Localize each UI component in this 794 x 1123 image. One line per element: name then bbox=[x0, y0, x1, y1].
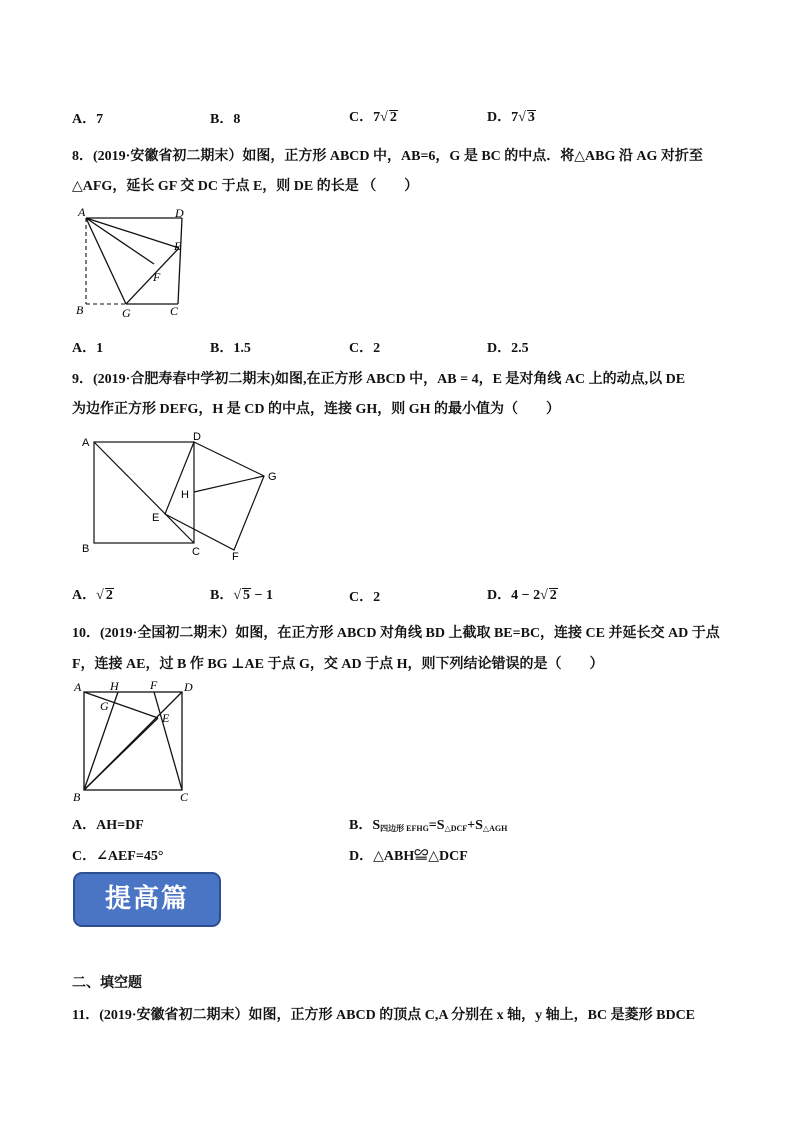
q10-label-e: E bbox=[162, 711, 170, 725]
q9-option-a: A．√ 2 bbox=[72, 588, 113, 603]
q8-label-g: G bbox=[122, 306, 131, 320]
sqrt-symbol: √ bbox=[96, 588, 104, 603]
q10-stem-line1: 10．(2019·全国初二期末）如图，在正方形 ABCD 对角线 BD 上截取 BE=BC，连接 CE 并延长交 AD 于点 bbox=[72, 626, 720, 641]
q8-edge-dc bbox=[178, 218, 182, 304]
q8-label-e: E bbox=[174, 239, 182, 253]
sqrt-symbol: √ bbox=[233, 588, 242, 603]
q7-option-d: D．7√ 3 bbox=[487, 110, 535, 125]
q9-label-f: F bbox=[232, 551, 239, 563]
q9-diagonal-ac bbox=[94, 442, 194, 543]
q8-option-d: D．2.5 bbox=[487, 341, 529, 356]
q10-label-a: A bbox=[74, 680, 82, 694]
q8-label-f: F bbox=[153, 270, 161, 284]
q9-figure bbox=[76, 428, 286, 568]
q9-label-c: C bbox=[192, 546, 200, 558]
q10-option-d: D．△ABH≌△DCF bbox=[349, 849, 468, 864]
q10-label-g: G bbox=[100, 699, 109, 713]
q10-label-d: D bbox=[184, 680, 193, 694]
sqrt-symbol: √ bbox=[518, 110, 526, 125]
q10-option-b: B．$S_{四边形 EFHG}=S_{\triangle DCF}+S_{\triangle AGH}$ bbox=[349, 818, 508, 833]
q9-label-a: A bbox=[82, 437, 90, 449]
q9-option-d: D．4 − 2√ 2 bbox=[487, 588, 557, 603]
q8-label-a: A bbox=[78, 205, 86, 219]
q11-stem-line1: 11．(2019·安徽省初二期末）如图，正方形 ABCD 的顶点 C,A 分别在 x 轴，y 轴上，BC 是菱形 BDCE bbox=[72, 1008, 696, 1023]
q8-label-b: B bbox=[76, 303, 84, 317]
q9-stem-line2: 为边作正方形 DEFG，H 是 CD 的中点，连接 GH，则 GH 的最小值为（ ） bbox=[72, 402, 561, 417]
q10-option-a: A．AH=DF bbox=[72, 818, 144, 833]
section-title: 二、填空题 bbox=[72, 976, 142, 991]
q7-option-c: C．7√ 2 bbox=[349, 110, 397, 125]
q10-label-c: C bbox=[180, 790, 189, 804]
q8-figure bbox=[70, 204, 200, 322]
q9-label-e: E bbox=[152, 512, 160, 524]
q7-option-b: B．8 bbox=[210, 112, 241, 127]
q10-figure bbox=[70, 678, 200, 806]
q8-label-d: D bbox=[175, 206, 184, 220]
q10-segment-ae bbox=[84, 692, 158, 718]
sqrt-symbol: √ bbox=[540, 588, 548, 603]
section-banner: 提高篇 bbox=[73, 872, 221, 927]
q8-segment-ae bbox=[86, 218, 179, 248]
q10-stem-line2: F，连接 AE，过 B 作 BG ⊥AE 于点 G，交 AD 于点 H，则下列结论错误的是（ ） bbox=[72, 657, 604, 672]
q9-option-c: C．2 bbox=[349, 590, 381, 605]
q8-label-c: C bbox=[170, 304, 179, 318]
q10-segment-be bbox=[84, 718, 158, 790]
q10-option-c: C．∠AEF=45° bbox=[72, 849, 164, 864]
q10-label-h: H bbox=[110, 679, 119, 693]
q9-square-defg bbox=[165, 442, 264, 550]
q8-option-c: C．2 bbox=[349, 341, 381, 356]
q9-label-d: D bbox=[193, 431, 201, 443]
q10-label-b: B bbox=[73, 790, 81, 804]
q9-label-b: B bbox=[82, 543, 90, 555]
q9-segment-gh bbox=[194, 476, 264, 492]
q9-label-g: G bbox=[268, 471, 277, 483]
q10-label-f: F bbox=[150, 678, 158, 692]
q8-stem-line2: △AFG，延长 GF 交 DC 于点 E，则 DE 的长是 （ ） bbox=[72, 179, 419, 194]
q8-option-b: B．1.5 bbox=[210, 341, 251, 356]
q8-option-a: A．1 bbox=[72, 341, 104, 356]
q9-option-b: B．√ 5 − 1 bbox=[210, 588, 274, 603]
q9-stem-line1: 9．(2019·合肥寿春中学初二期末)如图,在正方形 ABCD 中，AB = 4，E 是对角线 AC 上的动点,以 DE bbox=[72, 372, 686, 387]
sqrt-symbol: √ bbox=[380, 110, 388, 125]
q7-option-a: A．7 bbox=[72, 112, 104, 127]
q9-label-h: H bbox=[181, 489, 189, 501]
q8-stem-line1: 8．(2019·安徽省初二期末）如图，正方形 ABCD 中，AB=6，G 是 BC 的中点．将△ABG 沿 AG 对折至 bbox=[72, 149, 703, 164]
